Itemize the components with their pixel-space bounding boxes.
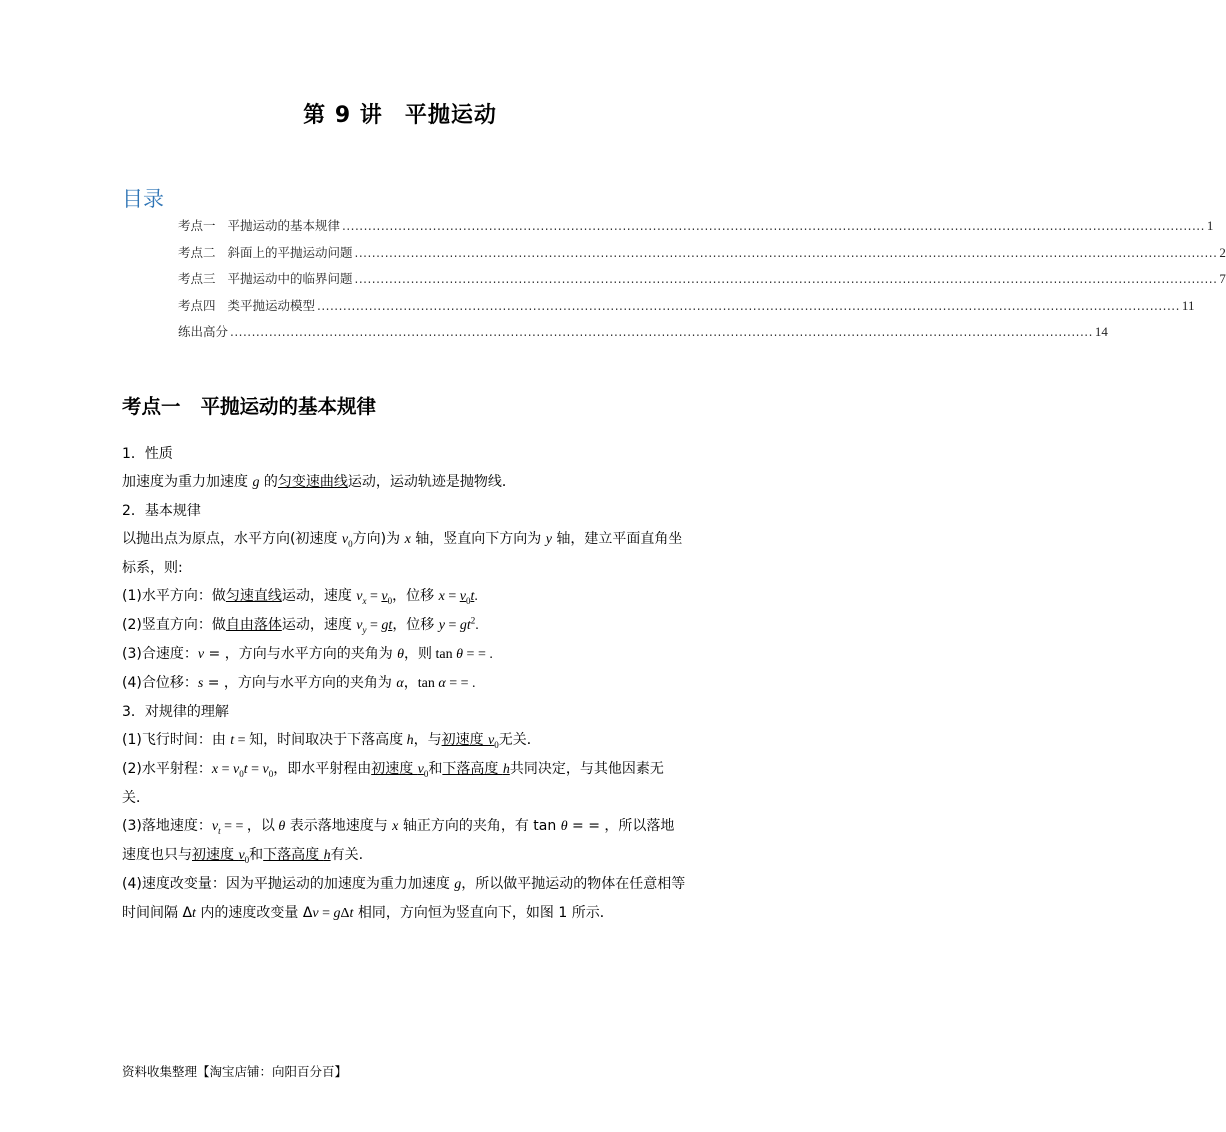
paragraph-horizontal: (1)水平方向：做匀速直线运动，速度 $v_x = v_0$，位移 $x = v_0t$. — [122, 588, 478, 606]
toc-item-label: 练出高分 — [178, 324, 229, 339]
toc-leader-dots: ........................................................................................................................................................................................................ — [354, 272, 1218, 286]
toc-item-text: 斜面上的平抛运动问题 — [227, 244, 353, 260]
paragraph-nature: 加速度为重力加速度 g 的匀变速曲线运动，运动轨迹是抛物线． — [122, 474, 516, 490]
paragraph-landing-velocity: (3)落地速度：$v_t$ = = ，以 θ 表示落地速度与 x 轴正方向的夹角，有 tan θ = = ，所以落地速度也只与初速度 $v_0$和下落高度 h有关. — [122, 818, 675, 865]
lecture-topic: 平抛运动 — [404, 103, 497, 128]
section-label: 考点一 — [122, 395, 181, 418]
toc-item-label: 考点二 — [178, 244, 216, 260]
subheading-understanding: 3．对规律的理解 — [122, 704, 229, 720]
paragraph-coordinates: 以抛出点为原点，水平方向(初速度 $v_0$方向)为 x 轴，竖直向下方向为 y 轴，建立平面直角坐标系，则: — [122, 531, 683, 576]
toc-item-page: 2 — [1219, 244, 1226, 260]
toc-item-text: 平抛运动中的临界问题 — [227, 271, 353, 286]
table-of-contents — [178, 216, 1226, 349]
lecture-number: 第 9 讲 — [303, 103, 383, 128]
section-title: 平抛运动的基本规律 — [200, 395, 377, 418]
paragraph-flight-time: (1)飞行时间：由 t = 知，时间取决于下落高度 h，与初速度 $v_0$无关． — [122, 732, 541, 750]
toc-item-page: 7 — [1219, 271, 1226, 286]
paragraph-vertical: (2)竖直方向：做自由落体运动，速度 $v_y$ = gt，位移 $y = gt^2$. — [122, 615, 479, 635]
page-title — [0, 98, 800, 129]
toc-item-2[interactable] — [178, 243, 1226, 270]
toc-item-page: 14 — [1094, 324, 1108, 339]
toc-item-page: 1 — [1206, 218, 1214, 233]
paragraph-resultant-displacement: (4)合位移：s = ，方向与水平方向的夹角为 α，tan α = = . — [122, 675, 476, 691]
section-heading — [122, 391, 376, 419]
toc-item-label: 考点一 — [178, 218, 216, 233]
toc-leader-dots: ........................................................................................................................................................................................................ — [342, 219, 1205, 233]
toc-leader-dots: ........................................................................................................................................................................................................ — [354, 245, 1218, 260]
paragraph-resultant-velocity: (3)合速度：v = ，方向与水平方向的夹角为 θ，则 tan θ = = . — [122, 646, 493, 662]
toc-item-label: 考点三 — [178, 271, 216, 286]
toc-leader-dots: ........................................................................................................................................................................................................ — [317, 298, 1180, 313]
paragraph-range: (2)水平射程：$x = v_0t = v_0$，即水平射程由初速度 $v_0$和下落高度 h共同决定，与其他因素无关． — [122, 761, 664, 806]
toc-heading: 目录 — [122, 187, 164, 211]
section-body — [122, 440, 687, 928]
toc-item-3[interactable] — [178, 269, 1226, 296]
footer-note: 资料收集整理【淘宝店铺：向阳百分百】 — [122, 1064, 348, 1079]
toc-item-label: 考点四 — [178, 297, 216, 313]
toc-item-1[interactable] — [178, 216, 1214, 243]
toc-item-4[interactable] — [178, 296, 1195, 323]
subheading-nature: 1．性质 — [122, 446, 173, 462]
toc-item-page: 11 — [1181, 297, 1195, 313]
toc-item-text: 类平抛运动模型 — [227, 297, 316, 313]
paragraph-velocity-change: (4)速度改变量：因为平抛运动的加速度为重力加速度 g，所以做平抛运动的物体在任意相等时间间隔 Δt 内的速度改变量 Δv = gΔt 相同，方向恒为竖直向下，如图 1 所示． — [122, 876, 686, 921]
toc-item-text: 平抛运动的基本规律 — [227, 218, 341, 233]
subheading-rules: 2．基本规律 — [122, 503, 201, 519]
toc-leader-dots: ........................................................................................................................................................................................................ — [230, 325, 1093, 339]
toc-item-5[interactable] — [178, 322, 1108, 349]
